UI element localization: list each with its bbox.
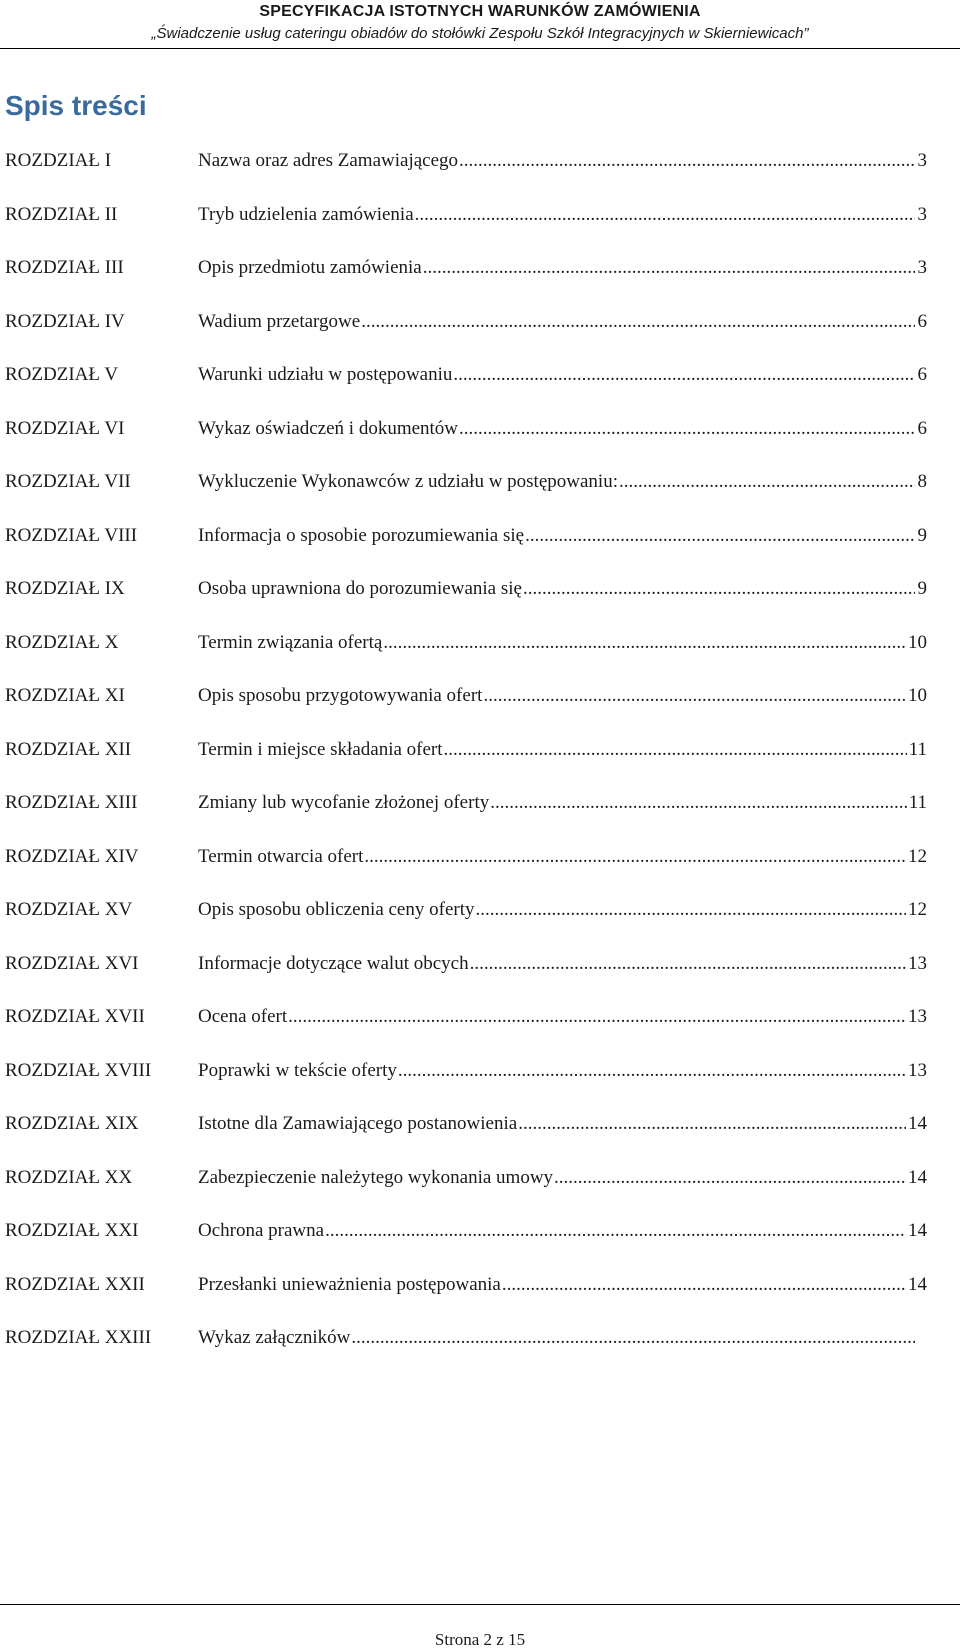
toc-entry-title[interactable]: Opis sposobu przygotowywania ofert [198, 685, 483, 706]
toc-leader-dots [459, 418, 915, 440]
toc-chapter-label: ROZDZIAŁ VI [5, 417, 125, 439]
toc-leader-dots [325, 1220, 906, 1242]
toc-entry-title[interactable]: Ocena ofert [198, 1006, 288, 1027]
toc-leader-dots [361, 311, 915, 333]
document-title: SPECYFIKACJA ISTOTNYCH WARUNKÓW ZAMÓWIENIA [259, 3, 701, 20]
toc-page-number: 14 [908, 1220, 927, 1241]
toc-chapter-label: ROZDZIAŁ XVI [5, 952, 139, 974]
toc-page-number: 14 [908, 1273, 927, 1295]
toc-leader-dots [415, 204, 915, 226]
toc-chapter-label: ROZDZIAŁ V [5, 364, 119, 385]
toc-chapter-label: ROZDZIAŁ XXI [5, 1220, 139, 1241]
toc-leader-dots [288, 1006, 906, 1028]
toc-entry[interactable] [5, 364, 927, 418]
toc-entry[interactable] [5, 1327, 927, 1381]
toc-entry-title[interactable]: Warunki udziału w postępowaniu [198, 364, 453, 385]
toc-leader-dots [444, 739, 907, 761]
toc-page-number: 6 [917, 310, 927, 332]
toc-page-number: 11 [908, 738, 927, 760]
toc-chapter-label: ROZDZIAŁ XVIII [5, 1059, 152, 1081]
toc-chapter-label: ROZDZIAŁ VIII [5, 524, 138, 546]
toc-chapter-label: ROZDZIAŁ XX [5, 1166, 133, 1188]
toc-entry[interactable] [5, 792, 927, 846]
table-of-contents [5, 150, 927, 1381]
toc-leader-dots [523, 578, 915, 600]
toc-page-number: 6 [917, 417, 927, 439]
toc-entry-title[interactable]: Wykaz oświadczeń i dokumentów [198, 417, 459, 439]
toc-leader-dots [490, 792, 906, 814]
toc-heading: Spis treści [5, 90, 147, 121]
toc-chapter-label: ROZDZIAŁ XIII [5, 792, 138, 813]
toc-leader-dots [502, 1274, 906, 1296]
toc-entry-title[interactable]: Termin związania ofertą [198, 631, 383, 653]
toc-chapter-label: ROZDZIAŁ X [5, 631, 119, 653]
toc-entry[interactable] [5, 1167, 927, 1221]
toc-entry[interactable] [5, 257, 927, 311]
toc-leader-dots [470, 953, 906, 975]
toc-leader-dots [423, 257, 915, 279]
toc-entry[interactable] [5, 525, 927, 579]
toc-page-number: 13 [908, 1006, 927, 1027]
toc-chapter-label: ROZDZIAŁ XXIII [5, 1327, 152, 1348]
toc-chapter-label: ROZDZIAŁ II [5, 203, 118, 225]
toc-entry-title[interactable]: Tryb udzielenia zamówienia [198, 203, 414, 225]
toc-entry-title[interactable]: Ochrona prawna [198, 1220, 325, 1241]
toc-entry[interactable] [5, 1113, 927, 1167]
toc-page-number: 8 [917, 471, 927, 492]
toc-chapter-label: ROZDZIAŁ IV [5, 310, 125, 332]
footer-divider [0, 1604, 960, 1605]
toc-entry-title[interactable]: Informacja o sposobie porozumiewania się [198, 524, 525, 546]
toc-entry-title[interactable]: Termin i miejsce składania ofert [198, 738, 443, 760]
toc-page-number: 14 [908, 1166, 927, 1188]
toc-entry-title[interactable]: Nazwa oraz adres Zamawiającego [198, 150, 459, 171]
toc-chapter-label: ROZDZIAŁ XV [5, 899, 133, 920]
toc-page-number: 3 [917, 257, 927, 278]
toc-entry[interactable] [5, 739, 927, 793]
toc-page-number: 12 [908, 845, 927, 867]
toc-chapter-label: ROZDZIAŁ XXII [5, 1273, 145, 1295]
toc-page-number: 14 [908, 1113, 927, 1134]
toc-leader-dots [554, 1167, 906, 1189]
toc-leader-dots [475, 899, 906, 921]
toc-entry-title[interactable]: Termin otwarcia ofert [198, 845, 364, 867]
toc-entry-title[interactable]: Osoba uprawniona do porozumiewania się [198, 578, 522, 599]
toc-entry-title[interactable]: Wadium przetargowe [198, 310, 361, 332]
toc-entry[interactable] [5, 685, 927, 739]
toc-entry-title[interactable]: Poprawki w tekście oferty [198, 1059, 397, 1081]
toc-entry[interactable] [5, 471, 927, 525]
toc-leader-dots [525, 525, 915, 547]
toc-page-number: 9 [917, 578, 927, 599]
toc-page-number: 9 [917, 524, 927, 546]
toc-entry-title[interactable]: Wykaz załączników [198, 1327, 351, 1348]
toc-chapter-label: ROZDZIAŁ VII [5, 471, 131, 492]
toc-entry[interactable] [5, 311, 927, 365]
toc-entry-title[interactable]: Zabezpieczenie należytego wykonania umowy [198, 1166, 554, 1188]
toc-page-number: 3 [917, 203, 927, 225]
toc-entry[interactable] [5, 1274, 927, 1328]
toc-leader-dots [351, 1327, 915, 1349]
toc-page-number: 13 [908, 952, 927, 974]
toc-entry-title[interactable]: Opis sposobu obliczenia ceny oferty [198, 899, 475, 920]
toc-entry[interactable] [5, 899, 927, 953]
document-subtitle: „Świadczenie usług cateringu obiadów do stołówki Zespołu Szkół Integracyjnych w Skierniewicach” [151, 25, 809, 42]
toc-leader-dots [383, 632, 906, 654]
toc-entry-title[interactable]: Przesłanki unieważnienia postępowania [198, 1273, 501, 1295]
toc-entry[interactable] [5, 1006, 927, 1060]
toc-leader-dots [459, 150, 915, 172]
toc-entry[interactable] [5, 150, 927, 204]
toc-entry[interactable] [5, 578, 927, 632]
page-header [0, 0, 960, 49]
toc-entry-title[interactable]: Wykluczenie Wykonawców z udziału w postępowaniu: [198, 471, 618, 492]
toc-entry[interactable] [5, 204, 927, 258]
toc-page-number: 6 [917, 364, 927, 385]
toc-chapter-label: ROZDZIAŁ XII [5, 738, 132, 760]
toc-entry[interactable] [5, 846, 927, 900]
toc-chapter-label: ROZDZIAŁ I [5, 150, 112, 171]
toc-leader-dots [483, 685, 906, 707]
toc-page-number: 11 [908, 792, 927, 813]
toc-leader-dots [398, 1060, 906, 1082]
toc-entry[interactable] [5, 953, 927, 1007]
toc-chapter-label: ROZDZIAŁ XIV [5, 845, 139, 867]
toc-chapter-label: ROZDZIAŁ XIX [5, 1113, 139, 1134]
toc-entry[interactable] [5, 1060, 927, 1114]
toc-entry[interactable] [5, 1220, 927, 1274]
toc-leader-dots [619, 471, 915, 493]
toc-entry-title[interactable]: Istotne dla Zamawiającego postanowienia [198, 1113, 518, 1134]
page-number: Strona 2 z 15 [434, 1630, 526, 1649]
toc-entry-title[interactable]: Informacje dotyczące walut obcych [198, 952, 469, 974]
toc-page-number: 10 [908, 685, 927, 706]
toc-leader-dots [518, 1113, 906, 1135]
toc-page-number: 13 [908, 1059, 927, 1081]
toc-entry-title[interactable]: Opis przedmiotu zamówienia [198, 257, 422, 278]
toc-page-number: 10 [908, 631, 927, 653]
toc-chapter-label: ROZDZIAŁ XI [5, 685, 125, 706]
toc-entry[interactable] [5, 418, 927, 472]
toc-page-number: 3 [917, 150, 927, 171]
toc-entry[interactable] [5, 632, 927, 686]
toc-leader-dots [364, 846, 906, 868]
toc-leader-dots [453, 364, 915, 386]
toc-chapter-label: ROZDZIAŁ XVII [5, 1006, 145, 1027]
toc-page-number: 12 [908, 899, 927, 920]
toc-chapter-label: ROZDZIAŁ III [5, 257, 124, 278]
toc-chapter-label: ROZDZIAŁ IX [5, 578, 125, 599]
toc-entry-title[interactable]: Zmiany lub wycofanie złożonej oferty [198, 792, 490, 813]
